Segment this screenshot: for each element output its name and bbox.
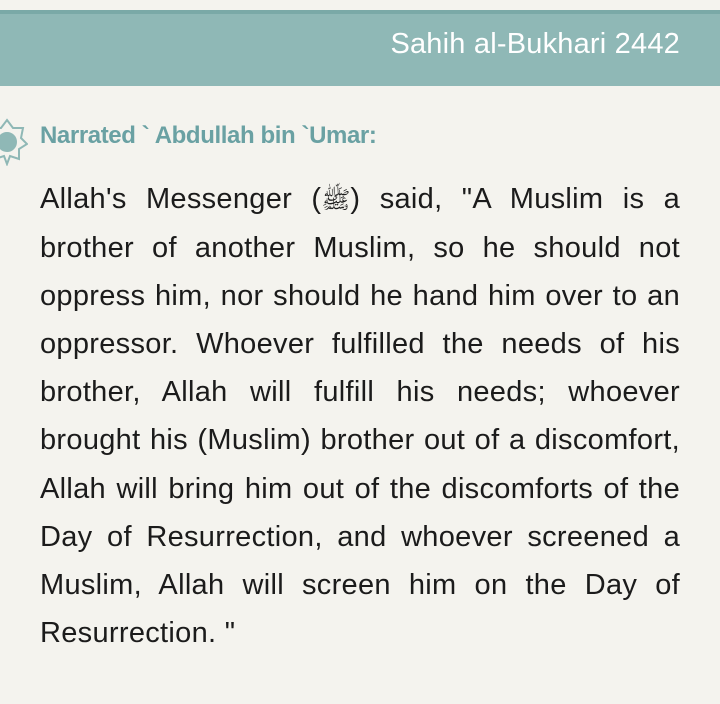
hadith-text-part-2: ) said, "A Muslim is a brother of another Muslim, so he should not oppress him, nor should he hand him over to an oppressor. Whoever fulfilled the needs of his brother, Allah will fulfill his needs; whoever brought his (Muslim) brother out of a discomfort, Allah will bring him out of the discomforts of the Day of Resurrection, and whoever screened a Muslim, Allah will screen him on the Day of Resurrection. " [40,183,680,649]
hadith-text-part-1: Allah's Messenger ( [40,183,322,215]
hadith-reference-title: Sahih al-Bukhari 2442 [390,28,680,60]
star-rosette-icon [0,118,28,166]
hadith-text [40,175,680,657]
hadith-header-bar [0,10,720,86]
narrator-line: Narrated ` Abdullah bin `Umar: [40,122,377,149]
honorific-glyph: ﷺ [321,186,351,214]
